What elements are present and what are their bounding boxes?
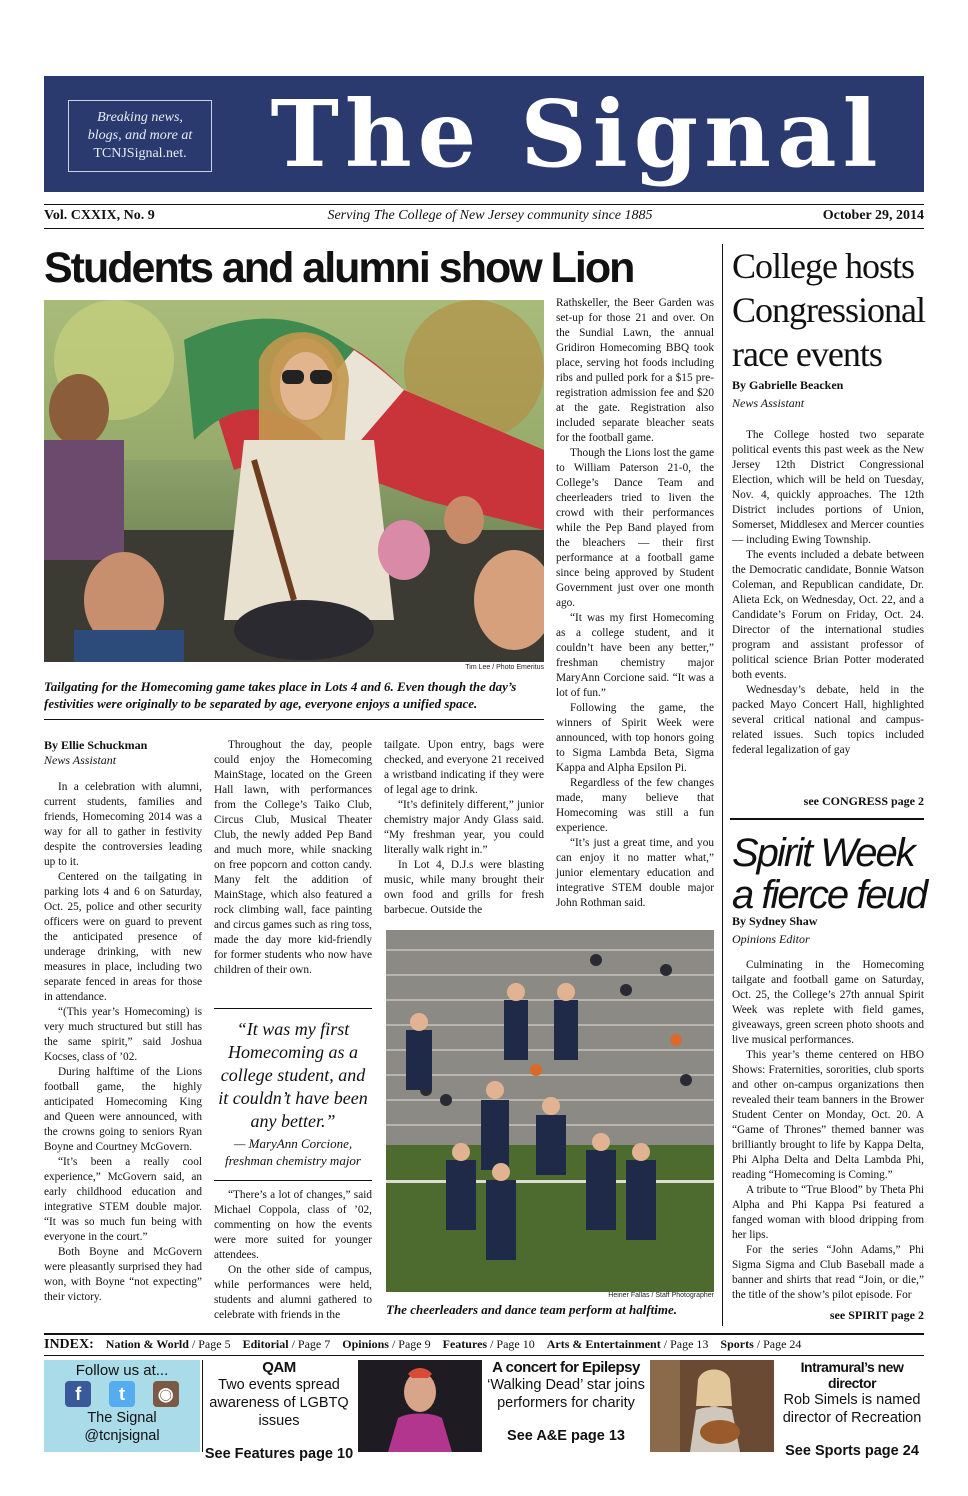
- index-rule-top: [44, 1333, 924, 1335]
- promo-intramural-body: Rob Simels is named director of Recreation: [782, 1392, 922, 1426]
- lead-col1-para: “(This year’s Homecoming) is very much structured but still has the same spirit,” said Joshua Kocses, class of ’02.: [44, 1006, 202, 1063]
- index-item[interactable]: Features / Page 10: [442, 1337, 535, 1351]
- spirit-byline-title: Opinions Editor: [732, 932, 810, 946]
- lead-col4-para: “It was my first Homecoming as a college student, and it couldn’t have been any better,” freshman chemistry major MaryAnn Corcione said. “It was a lot of fun.”: [556, 612, 714, 699]
- lead-col3-para: In Lot 4, D.J.s were blasting music, while many brought their own food and grills for fresh barbecue. Outside the: [384, 859, 544, 916]
- pull-quote-rule-top: [214, 1008, 372, 1009]
- cheerleaders-image: [386, 930, 714, 1292]
- folio-rule: [44, 228, 924, 229]
- spirit-para: Culminating in the Homecoming tailgate and football game on Saturday, Oct. 25, the College’s 27th annual Spirit Week was replete with field games, giveaways, green screen photo shoots and live musical performances.: [732, 959, 924, 1046]
- promo-concert-photo: [650, 1360, 774, 1452]
- congress-para: The events included a debate between the Democratic candidate, Bonnie Watson Coleman, and Republican candidate, Dr. Alieta Eck, on Wednesday, Oct. 22, and a Candidate’s Forum on Friday, Oct. 24. Director of the international studies program and assistant professor of political science Brian Potter moderated both events.: [732, 549, 924, 681]
- promo-intramural-headline: Intramural’s new director: [800, 1359, 904, 1391]
- pull-quote-attribution: — MaryAnn Corcione, freshman chemistry major: [224, 1136, 361, 1168]
- cheer-photo: [386, 930, 714, 1292]
- follow-us-box[interactable]: [44, 1360, 200, 1452]
- lead-col4-para: Following the game, the winners of Spirit Week were announced, with top honors going to Sigma Lambda Beta, Sigma Kappa and Alpha Epsilon Pi.: [556, 702, 714, 774]
- issue-date: October 29, 2014: [822, 208, 924, 223]
- lead-headline[interactable]: Students and alumni show Lion: [44, 244, 634, 292]
- index-label: INDEX:: [44, 1337, 94, 1352]
- column-divider: [722, 244, 723, 1326]
- promo-intramural[interactable]: [778, 1359, 926, 1459]
- lead-col1-para: Both Boyne and McGovern were pleasantly surprised they had won, with Boyne “not expecting” their victory.: [44, 1246, 202, 1303]
- promo-divider: [202, 1360, 203, 1452]
- lead-byline-block: [44, 738, 202, 768]
- top-rule: [44, 204, 924, 205]
- lead-col4-para: “It’s just a great time, and you can enjoy it no matter what,” junior elementary education and integrative STEM double major John Rothman said.: [556, 837, 714, 909]
- index-item[interactable]: Editorial / Page 7: [242, 1337, 331, 1351]
- index-item[interactable]: Nation & World / Page 5: [105, 1337, 231, 1351]
- lead-photo: [44, 300, 544, 662]
- promo-qam-photo: [358, 1360, 482, 1452]
- lead-col2b-para: “There’s a lot of changes,” said Michael Coppola, class of ’02, commenting on how the events were more suited for younger attendees.: [214, 1189, 372, 1261]
- lead-column-2b: [214, 1188, 372, 1323]
- lead-byline: By Ellie Schuckman: [44, 738, 148, 752]
- lead-col1-para: Centered on the tailgating in parking lots 4 and 6 on Saturday, Oct. 25, police and other security officers were on guard to prevent the anticipated presence of underage drinking, with new measures in place, including two separate fenced in areas for those in attendance.: [44, 871, 202, 1003]
- promo-qam-body: Two events spread awareness of LGBTQ issues: [209, 1377, 349, 1429]
- index-item[interactable]: Sports / Page 24: [720, 1337, 802, 1351]
- promo-box-link[interactable]: TCNJSignal.net.: [93, 146, 187, 161]
- lead-col2-para: Throughout the day, people could enjoy the Homecoming MainStage, located on the Green Hall lawn, with performances from the College’s Taiko Club, Circus Club, Musical Theater Club, the newly added Pep Band and much more, while snacking on free popcorn and cotton candy. Many felt the addition of MainStage, which also featured a rock climbing wall, face painting and circus games such as ring toss, made the day more kid-friendly for former students who now have children of their own.: [214, 739, 372, 976]
- lead-photo-credit: Tim Lee / Photo Emeritus: [465, 664, 544, 671]
- promo-qam-see[interactable]: See Features page 10: [204, 1446, 354, 1462]
- cheer-photo-cutline: The cheerleaders and dance team perform at halftime.: [386, 1302, 678, 1317]
- lead-column-3: [384, 738, 544, 918]
- lead-column-1: [44, 780, 202, 1305]
- promo-concert-headline: A concert for Epilepsy: [492, 1359, 640, 1376]
- motto: Serving The College of New Jersey community since 1885: [327, 208, 653, 223]
- lead-col1-para: “It’s been a really cool experience,” McGovern said, an early childhood education and integrative STEM double major. “It was so much fun being with everyone in the court.”: [44, 1156, 202, 1243]
- index-rule-bottom: [44, 1355, 924, 1356]
- spirit-body: [732, 958, 924, 1303]
- follow-us-handle: @tcnjsignal: [84, 1428, 160, 1444]
- section-index: [44, 1337, 924, 1353]
- congress-headline[interactable]: College hosts Congressional race events: [732, 246, 925, 374]
- cutline-rule: [44, 719, 544, 720]
- pull-quote-text: “It was my first Homecoming as a college student, and it couldn’t have been any better.”: [218, 1019, 368, 1131]
- congress-para: Wednesday’s debate, held in the packed Mayo Concert Hall, highlighted several critical national and campus-related issues. Such topics included federal legalization of gay: [732, 684, 924, 756]
- lead-column-4: [556, 296, 714, 911]
- cheer-photo-credit: Heiner Fallas / Staff Photographer: [608, 1292, 714, 1299]
- volume-number: Vol. CXXIX, No. 9: [44, 208, 155, 223]
- lead-photo-cutline: Tailgating for the Homecoming game takes place in Lots 4 and 6. Even though the day’s festivities were originally to be separated by age, everyone enjoys a unified space.: [44, 679, 517, 711]
- speaker-image: [358, 1360, 482, 1452]
- lead-col3-para: tailgate. Upon entry, bags were checked, and everyone 21 received a wristband indicating if they were of legal age to drink.: [384, 739, 544, 796]
- masthead-promo-box[interactable]: [68, 100, 212, 172]
- spirit-headline-line1: Spirit Week: [732, 831, 914, 875]
- newspaper-nameplate: The Signal: [270, 80, 884, 188]
- twitter-icon[interactable]: t: [109, 1381, 135, 1407]
- promo-concert-body: ‘Walking Dead’ star joins performers for charity: [487, 1377, 645, 1411]
- congress-byline: By Gabrielle Beacken: [732, 378, 844, 392]
- spirit-headline-line2: a fierce feud: [732, 873, 927, 917]
- lead-col3-para: “It’s definitely different,” junior chemistry major Andy Glass said. “My freshman year, you could literally walk right in.”: [384, 799, 544, 856]
- promo-box-line1: Breaking news,: [97, 110, 183, 125]
- homecoming-crowd-image: [44, 300, 544, 662]
- promo-concert-see[interactable]: See A&E page 13: [507, 1428, 625, 1444]
- lead-col4-para: Regardless of the few changes made, many believe that Homecoming was still a fun experience.: [556, 777, 714, 834]
- spirit-headline[interactable]: [732, 832, 928, 916]
- congress-para: The College hosted two separate political events this past week as the New Jersey 12th District Congressional Election, which will be held on Tuesday, Nov. 4, quickly approaches. The 12th District includes portions of Union, Somerset, Middlesex and Mercer counties — including Ewing Township.: [732, 429, 924, 546]
- lead-col1-para: During halftime of the Lions football game, the highly anticipated Homecoming King and Queen were announced, with the crowns going to seniors Ryan Boyne and Courtney McGovern.: [44, 1066, 202, 1153]
- congress-byline-title: News Assistant: [732, 396, 805, 410]
- congress-body: [732, 428, 924, 758]
- spirit-para: A tribute to “True Blood” by Theta Phi Alpha and Phi Kappa Psi featured a fanged woman with blood dripping from her lips.: [732, 1184, 924, 1241]
- spirit-jump-link[interactable]: see SPIRIT page 2: [829, 1308, 924, 1322]
- lead-col4-para: Though the Lions lost the game to William Paterson 21-0, the College’s Dance Team and cheerleaders tried to liven the crowd with their performances while the Pep Band played from the bleachers — their first performance at a football game since being approved by Student Government just over one month ago.: [556, 447, 714, 609]
- promo-intramural-see[interactable]: See Sports page 24: [785, 1443, 919, 1459]
- lead-col1-para: In a celebration with alumni, current students, families and friends, Homecoming 2014 was a way for all to gather in festivity despite the controversies leading up to it.: [44, 781, 202, 868]
- facebook-icon[interactable]: f: [65, 1381, 91, 1407]
- lead-column-2: [214, 738, 372, 978]
- instagram-icon[interactable]: ◉: [153, 1381, 179, 1407]
- congress-end-rule: [730, 818, 924, 820]
- spirit-byline: By Sydney Shaw: [732, 914, 818, 928]
- spirit-para: For the series “John Adams,” Phi Sigma Sigma and Club Baseball made a banner and shirts that read “Join, or die,” the title of the show’s pilot episode. For: [732, 1244, 924, 1301]
- follow-us-title: Follow us at...: [75, 1362, 169, 1379]
- promo-concert[interactable]: [486, 1359, 646, 1444]
- lead-col2b-para: On the other side of campus, while performances were held, students and alumni gathered to celebrate with friends in the: [214, 1264, 372, 1321]
- index-item[interactable]: Opinions / Page 9: [342, 1337, 431, 1351]
- lead-col4-para: Rathskeller, the Beer Garden was set-up for those 21 and over. On the Sundial Lawn, the annual Gridiron Homecoming BBQ took place, serving hot foods including ribs and pulled pork for a $15 pre-registration admission fee and $20 at the gate. Registration also included separate bleacher seats for the football game.: [556, 297, 714, 444]
- promo-box-line2: blogs, and more at: [87, 128, 193, 143]
- pull-quote-rule-bottom: [214, 1180, 372, 1181]
- congress-jump-link[interactable]: see CONGRESS page 2: [803, 794, 924, 808]
- promo-qam[interactable]: [204, 1359, 354, 1462]
- lead-byline-title: News Assistant: [44, 753, 117, 767]
- follow-us-name: The Signal: [87, 1410, 157, 1426]
- spirit-para: This year’s theme centered on HBO Shows: Fraternities, sororities, club sports and other on-campus organizations then revealed their team banners in the Brower Student Center on Monday, Oct. 20. A “Game of Thrones” themed banner was brilliantly brought to life by Kappa Delta, Phi Alpha Delta and Delta Lambda Phi, reading “Homecoming is Coming.”: [732, 1049, 924, 1181]
- index-item[interactable]: Arts & Entertainment / Page 13: [546, 1337, 709, 1351]
- pull-quote: [214, 1018, 372, 1169]
- guitarist-image: [650, 1360, 774, 1452]
- promo-qam-headline: QAM: [262, 1359, 296, 1376]
